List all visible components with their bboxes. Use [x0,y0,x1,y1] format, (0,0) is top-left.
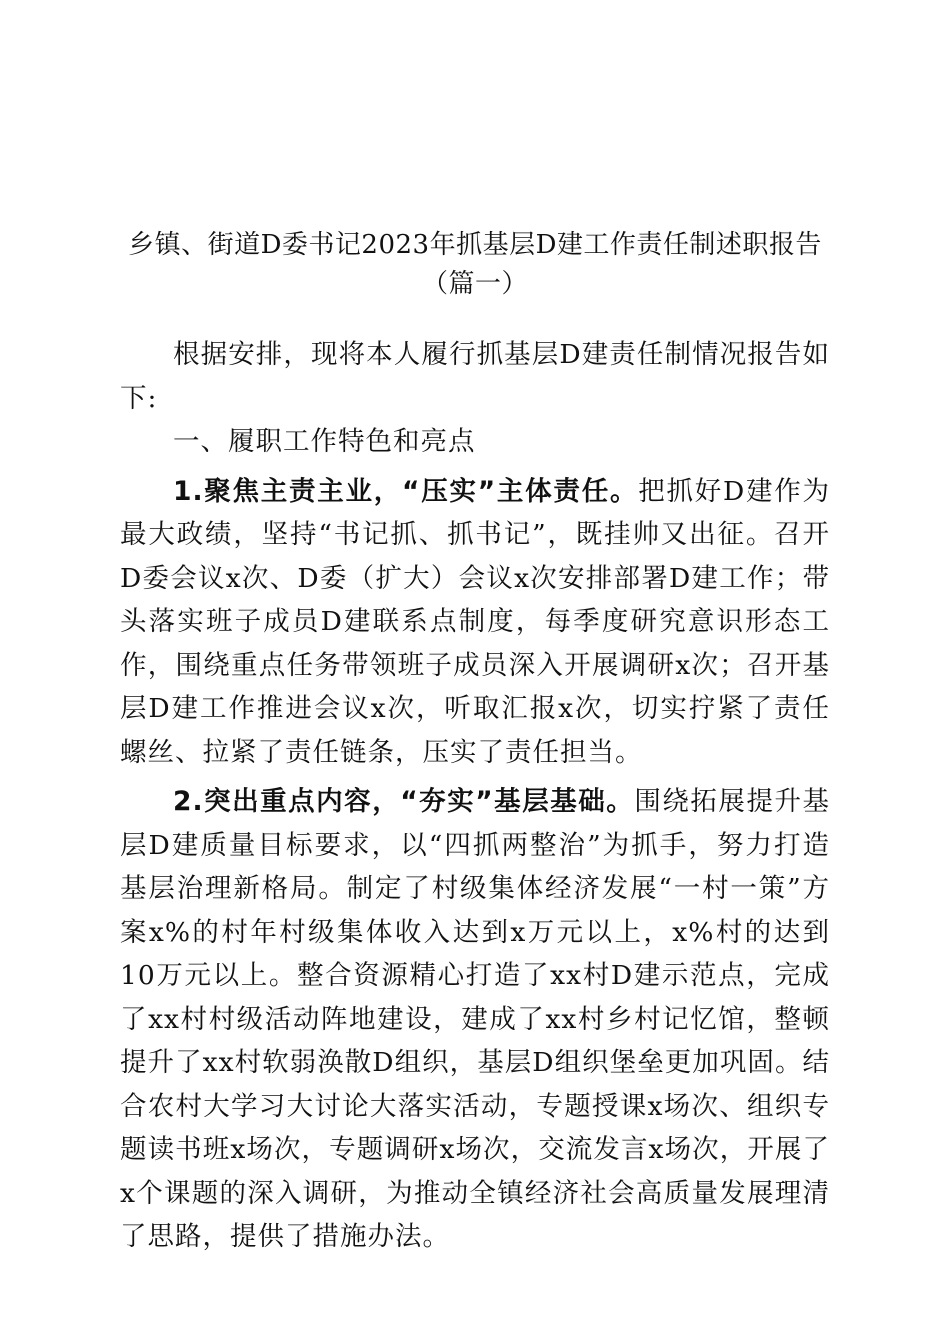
item-2-body: 围绕拓展提升基层D建质量目标要求，以“四抓两整治”为抓手，努力打造基层治理新格局。制定了村级集体经济发展“一村一策”方案x%的村年村级集体收入达到x万元以上，x%村的达到10万元以上。整合资源精心打造了xx村D建示范点，完成了xx村村级活动阵地建设，建成了xx村乡村记忆馆，整顿提升了xx村软弱涣散D组织，基层D组织堡垒更加巩固。结合农村大学习大讨论大落实活动，专题授课x场次、组织专题读书班x场次，专题调研x场次，交流发言x场次，开展了x个课题的深入调研，为推动全镇经济社会高质量发展理清了思路，提供了措施办法。 [120,786,830,1252]
document-subtitle: （篇一） [421,269,528,299]
intro-paragraph: 根据安排，现将本人履行抓基层D建责任制情况报告如下: [120,339,830,414]
item-1-heading: 1.聚焦主责主业，“压实”主体责任。 [173,475,639,507]
item-1-paragraph [120,470,830,775]
item-1-body: 把抓好D建作为最大政绩，坚持“书记抓、抓书记”，既挂帅又出征。召开D委会议x次、D委（扩大）会议x次安排部署D建工作；带头落实班子成员D建联系点制度，每季度研究意识形态工作，围绕重点任务带领班子成员深入开展调研x次；召开基层D建工作推进会议x次，听取汇报x次，切实拧紧了责任螺丝、拉紧了责任链条，压实了责任担当。 [120,475,831,768]
document-title: 乡镇、街道D委书记2023年抓基层D建工作责任制述职报告 [128,230,822,260]
document-body [120,333,830,1259]
item-2-heading: 2.突出重点内容，“夯实”基层基础。 [173,786,635,817]
section-heading: 一、履职工作特色和亮点 [173,426,476,457]
item-2-paragraph [120,780,830,1259]
